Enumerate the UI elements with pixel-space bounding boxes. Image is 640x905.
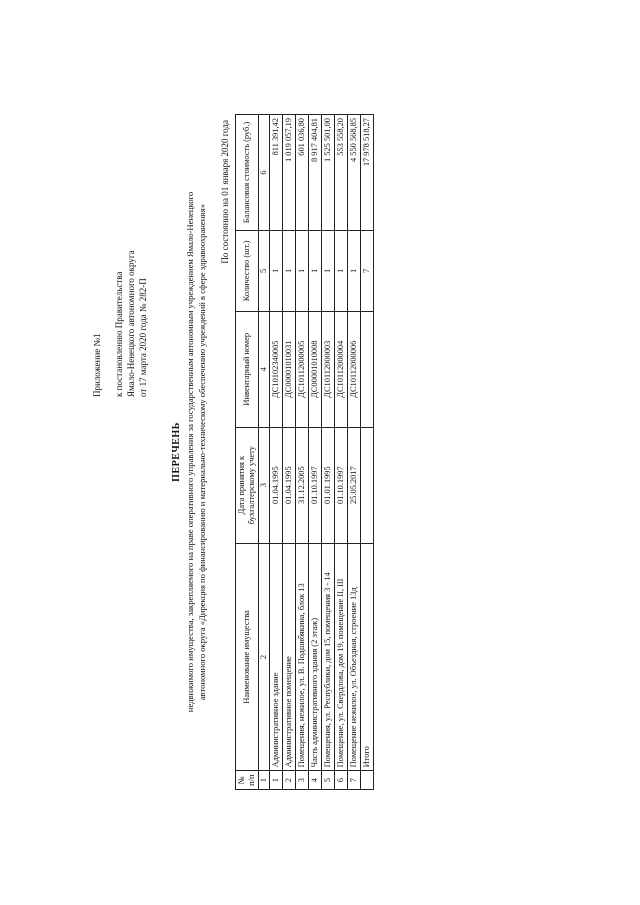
row-cost: 8 917 404,81 [309,115,322,231]
table-row [309,115,322,790]
header-cost: Балансовая стоимость (руб.) [236,115,259,231]
column-number: 5 [259,231,270,312]
total-inventory-cell [361,311,374,427]
row-num: 1 [270,771,283,790]
row-inventory: ДС10112000006 [348,311,361,427]
header-num: № п/п [236,771,259,790]
appendix-date-line: от 17 марта 2020 года № 282-П [138,278,148,397]
row-date: 01.04.1995 [270,427,283,543]
table-header-row [236,115,259,790]
row-quantity: 1 [270,231,283,312]
header-name: Наименование имущества [236,543,259,771]
row-name: Часть административного здания (2 этаж) [309,543,322,771]
appendix-ref-line: к постановлению Правительства [114,271,124,397]
document-subtitle [185,122,208,782]
subtitle-line: недвижимого имущества, закрепляемого на праве оперативного управления за государственным автономным учреждением Ямало-Ненецкого [185,191,195,713]
appendix-block [91,127,149,397]
column-number: 1 [259,771,270,790]
table-row [283,115,296,790]
row-date: 01.01.1995 [322,427,335,543]
row-date: 01.04.1995 [283,427,296,543]
row-inventory: ДС10112000004 [335,311,348,427]
row-quantity: 1 [335,231,348,312]
column-number: 4 [259,311,270,427]
document-title: ПЕРЕЧЕНЬ [171,422,182,482]
table-row [322,115,335,790]
row-name: Помещения, ул. Республики, дом 15, помещения 3 - 14 [322,543,335,771]
property-table [235,114,374,790]
row-num: 7 [348,771,361,790]
total-quantity: 7 [361,231,374,312]
row-inventory: ДС00001010008 [309,311,322,427]
total-row [361,115,374,790]
row-cost: 1 525 501,00 [322,115,335,231]
column-number: 2 [259,543,270,771]
table-row [296,115,309,790]
row-name: Административное помещение [283,543,296,771]
row-inventory: ДС10112000005 [296,311,309,427]
table-row [270,115,283,790]
row-quantity: 1 [309,231,322,312]
total-cost: 17 978 518,27 [361,115,374,231]
column-number-row [259,115,270,790]
row-quantity: 1 [348,231,361,312]
row-quantity: 1 [296,231,309,312]
row-inventory: ДС10102340005 [270,311,283,427]
row-num: 6 [335,771,348,790]
row-quantity: 1 [283,231,296,312]
row-cost: 553 558,20 [335,115,348,231]
row-name: Административное здание [270,543,283,771]
row-num: 3 [296,771,309,790]
row-inventory: ДС00001010031 [283,311,296,427]
row-name: Помещения, нежилое, ул. В. Подшибякина, блок 13 [296,543,309,771]
column-number: 6 [259,115,270,231]
column-number: 3 [259,427,270,543]
row-name: Помещение, ул. Свердлова, дом 19, помещение II, III [335,543,348,771]
row-name: Помещение нежилое, ул. Объездная, строение 13д [348,543,361,771]
row-quantity: 1 [322,231,335,312]
table-row [335,115,348,790]
header-inventory: Инвентарный номер [236,311,259,427]
row-num: 4 [309,771,322,790]
row-date: 25.05.2017 [348,427,361,543]
row-num: 2 [283,771,296,790]
table-row [348,115,361,790]
row-num: 5 [322,771,335,790]
total-num-cell [361,771,374,790]
row-inventory: ДС10112000003 [322,311,335,427]
total-label: Итого [361,543,374,771]
as-of-date: По состоянию на 01 января 2020 года [220,120,230,264]
document-page [85,102,555,802]
row-date: 31.12.2005 [296,427,309,543]
header-quantity: Количество (шт.) [236,231,259,312]
header-date: Дата принятия к бухгалтерскому учету [236,427,259,543]
total-date-cell [361,427,374,543]
appendix-ref-line: Ямало-Ненецкого автономного округа [126,250,136,397]
appendix-label: Приложение №1 [92,333,102,397]
row-date: 01.10.1997 [335,427,348,543]
row-date: 01.10.1997 [309,427,322,543]
subtitle-line: автономного округа «Дирекция по финансированию и материально-техническому обеспечению учреждений в сфере здравоохранения» [196,203,207,701]
row-cost: 1 019 057,19 [283,115,296,231]
row-cost: 811 391,42 [270,115,283,231]
row-cost: 4 550 568,85 [348,115,361,231]
row-cost: 601 036,80 [296,115,309,231]
